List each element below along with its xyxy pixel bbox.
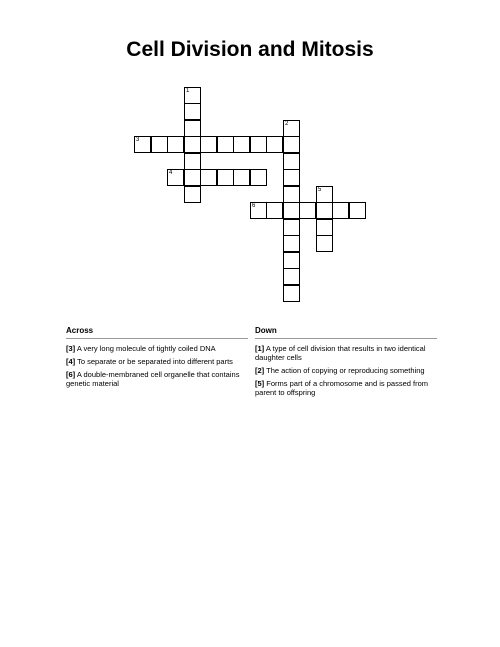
grid-cell[interactable] <box>184 87 201 104</box>
cell-number: 5 <box>318 187 322 193</box>
clue-item <box>255 379 433 397</box>
grid-cell[interactable] <box>316 235 333 252</box>
grid-cell[interactable] <box>283 186 300 203</box>
cell-number: 6 <box>252 203 256 209</box>
grid-cell[interactable] <box>283 285 300 302</box>
grid-cell[interactable] <box>349 202 366 219</box>
clue-text: A double-membraned cell organelle that contains genetic material <box>66 370 240 388</box>
clue-text: To separate or be separated into different parts <box>77 357 233 366</box>
grid-cell[interactable] <box>250 169 267 186</box>
grid-cell[interactable] <box>283 219 300 236</box>
cell-number: 1 <box>186 88 190 94</box>
grid-cell[interactable] <box>332 202 349 219</box>
page-title: Cell Division and Mitosis <box>126 38 374 61</box>
grid-cell[interactable] <box>283 202 300 219</box>
clue-number: [6] <box>66 370 76 379</box>
grid-cell[interactable] <box>283 252 300 269</box>
across-clue-list <box>66 344 244 392</box>
grid-cell[interactable] <box>283 153 300 170</box>
cell-number: 2 <box>285 121 289 127</box>
clue-text: Forms part of a chromosome and is passed from parent to offspring <box>255 379 428 397</box>
grid-cell[interactable] <box>134 136 151 153</box>
grid-cell[interactable] <box>316 202 333 219</box>
grid-cell[interactable] <box>283 120 300 137</box>
clue-number: [3] <box>66 344 76 353</box>
clue-item <box>66 344 244 353</box>
clue-item <box>66 370 244 388</box>
clue-item <box>66 357 244 366</box>
grid-cell[interactable] <box>151 136 168 153</box>
cell-number: 4 <box>169 170 173 176</box>
grid-cell[interactable] <box>184 103 201 120</box>
across-heading: Across <box>66 326 94 335</box>
grid-cell[interactable] <box>283 169 300 186</box>
down-heading: Down <box>255 326 277 335</box>
cell-number: 3 <box>136 137 140 143</box>
grid-cell[interactable] <box>283 136 300 153</box>
grid-cell[interactable] <box>250 136 267 153</box>
clue-text: The action of copying or reproducing something <box>266 366 425 375</box>
clue-number: [2] <box>255 366 265 375</box>
grid-cell[interactable] <box>184 169 201 186</box>
grid-cell[interactable] <box>184 136 201 153</box>
grid-cell[interactable] <box>184 186 201 203</box>
grid-cell[interactable] <box>233 169 250 186</box>
clue-text: A very long molecule of tightly coiled DNA <box>76 344 216 353</box>
clue-number: [5] <box>255 379 265 388</box>
down-divider <box>255 338 437 339</box>
grid-cell[interactable] <box>299 202 316 219</box>
grid-cell[interactable] <box>200 169 217 186</box>
clue-item <box>255 344 433 362</box>
clue-number: [4] <box>66 357 76 366</box>
grid-cell[interactable] <box>233 136 250 153</box>
grid-cell[interactable] <box>217 136 234 153</box>
grid-cell[interactable] <box>316 186 333 203</box>
grid-cell[interactable] <box>184 153 201 170</box>
grid-cell[interactable] <box>250 202 267 219</box>
grid-cell[interactable] <box>266 202 283 219</box>
across-divider <box>66 338 248 339</box>
clue-number: [1] <box>255 344 265 353</box>
grid-cell[interactable] <box>184 120 201 137</box>
down-clue-list <box>255 344 433 401</box>
clue-text: A type of cell division that results in two identical daughter cells <box>255 344 426 362</box>
grid-cell[interactable] <box>167 136 184 153</box>
grid-cell[interactable] <box>283 235 300 252</box>
grid-cell[interactable] <box>200 136 217 153</box>
grid-cell[interactable] <box>283 268 300 285</box>
clue-item <box>255 366 433 375</box>
grid-cell[interactable] <box>266 136 283 153</box>
grid-cell[interactable] <box>167 169 184 186</box>
grid-cell[interactable] <box>217 169 234 186</box>
grid-cell[interactable] <box>316 219 333 236</box>
